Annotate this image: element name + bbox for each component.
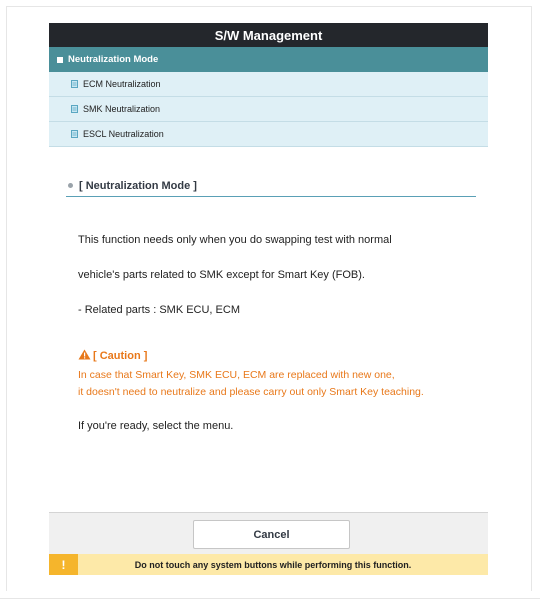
menu-item-smk-neutralization[interactable]: [49, 97, 488, 122]
caution-line-2: it doesn't need to neutralize and please carry out only Smart Key teaching.: [78, 386, 424, 398]
description-line-2: vehicle's parts related to SMK except for Smart Key (FOB).: [78, 269, 365, 281]
exclamation-icon: !: [49, 554, 78, 575]
menu-item-label: ESCL Neutralization: [83, 129, 164, 139]
notice-message: Do not touch any system buttons while performing this function.: [134, 559, 412, 570]
ready-instruction-text: If you're ready, select the menu.: [78, 420, 234, 432]
frame-border-top: [6, 6, 532, 7]
sw-management-window: [49, 23, 488, 575]
section-title: [ Neutralization Mode ]: [79, 179, 197, 192]
document-icon: [71, 80, 78, 88]
bullet-dot-icon: [68, 183, 73, 188]
window-title: S/W Management: [214, 27, 323, 43]
window-title-bar: [49, 23, 488, 47]
frame-border-right: [531, 6, 532, 591]
caution-heading: [78, 349, 147, 363]
menu-item-escl-neutralization[interactable]: [49, 122, 488, 147]
menu-item-label: SMK Neutralization: [83, 104, 161, 114]
menu-item-ecm-neutralization[interactable]: [49, 72, 488, 97]
description-line-1: This function needs only when you do swapping test with normal: [78, 234, 392, 246]
caution-line-1: In case that Smart Key, SMK ECU, ECM are replaced with new one,: [78, 369, 395, 381]
cancel-button[interactable]: Cancel: [193, 520, 350, 549]
document-icon: [71, 105, 78, 113]
menu-header-neutralization-mode[interactable]: [49, 47, 488, 72]
menu-item-label: ECM Neutralization: [83, 79, 161, 89]
button-footer: [49, 512, 488, 555]
caution-title: [ Caution ]: [93, 350, 148, 362]
square-bullet-icon: [57, 57, 63, 63]
document-icon: [71, 130, 78, 138]
section-heading: [66, 175, 476, 197]
warning-triangle-icon: [78, 349, 91, 363]
frame-border-bottom: [0, 598, 540, 599]
related-parts-text: - Related parts : SMK ECU, ECM: [78, 304, 240, 316]
frame-border-left: [6, 6, 7, 591]
menu-header-label: Neutralization Mode: [68, 54, 159, 65]
warning-notice-bar: [49, 554, 488, 575]
